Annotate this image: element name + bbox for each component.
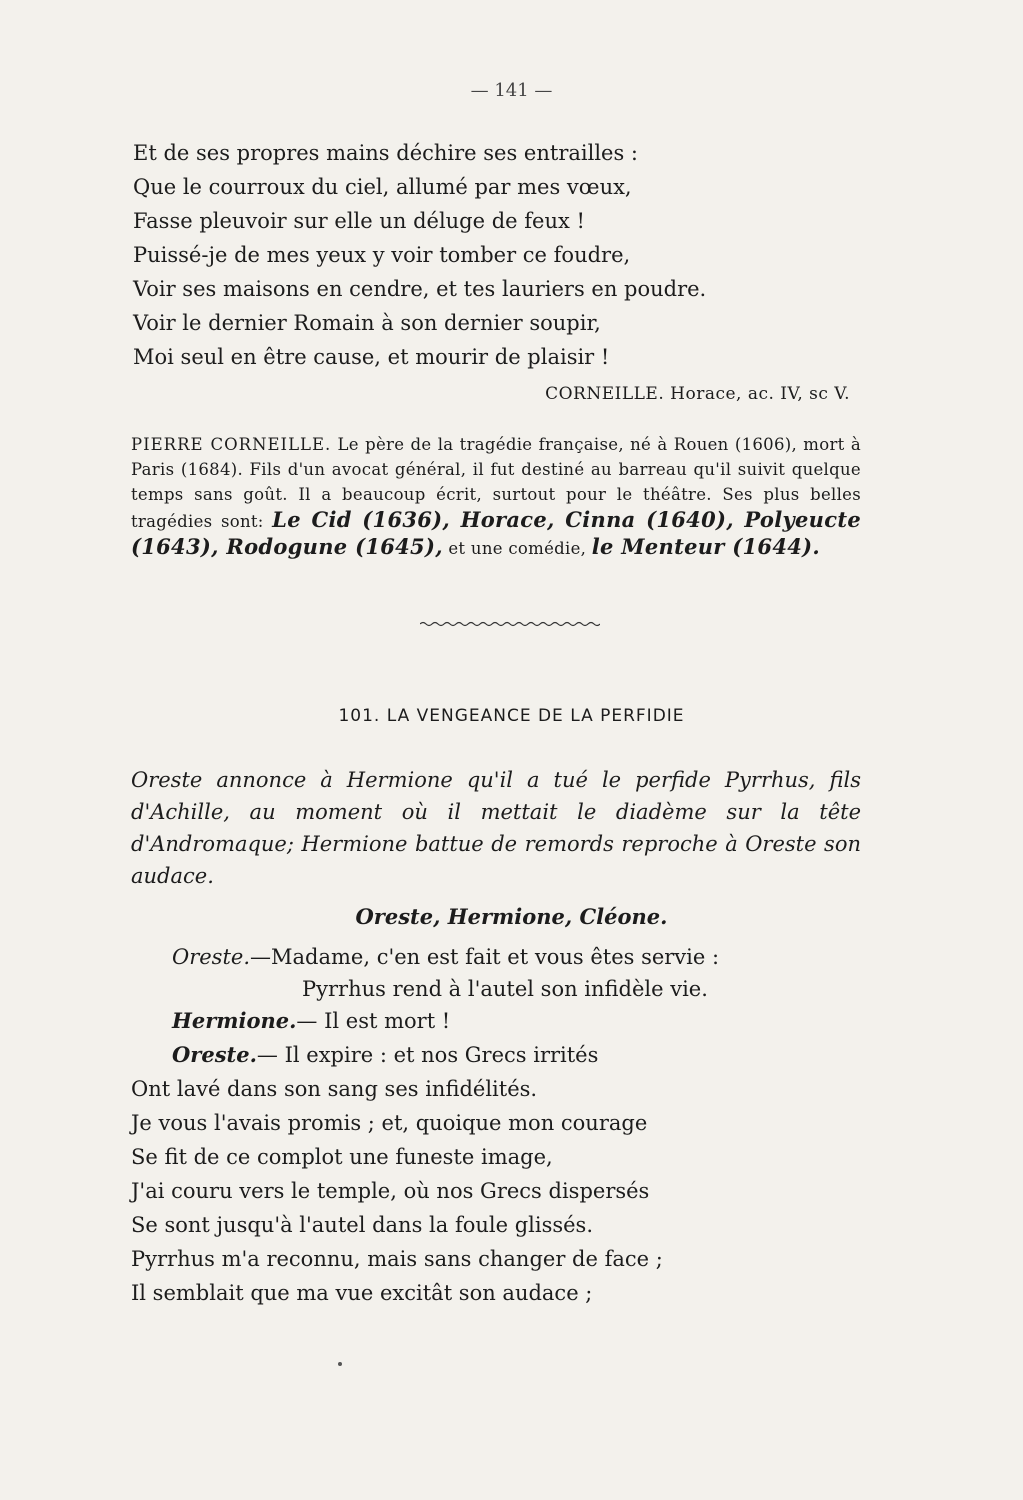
poem-line: Voir ses maisons en cendre, et tes lauriers en poudre. bbox=[133, 277, 707, 301]
bio-works: Le Cid (1636), Horace, Cinna (1640), Polyeucte (1643), Rodogune (1645), bbox=[131, 507, 861, 559]
dialogue-line bbox=[172, 1006, 450, 1036]
dialogue-verse: J'ai couru vers le temple, où nos Grecs dispersés bbox=[131, 1179, 650, 1203]
dialogue-verse: Il semblait que ma vue excitât son audace ; bbox=[131, 1281, 593, 1305]
dialogue-text: —Madame, c'en est fait et vous êtes servie : bbox=[250, 945, 720, 969]
dialogue-text: — Il expire : et nos Grecs irrités bbox=[256, 1043, 599, 1067]
poem-line: Voir le dernier Romain à son dernier soupir, bbox=[133, 311, 601, 335]
poem-line: Puissé-je de mes yeux y voir tomber ce foudre, bbox=[133, 243, 631, 267]
page-number: — 141 — bbox=[470, 80, 553, 101]
speaker-name: Oreste. bbox=[172, 1042, 257, 1067]
dialogue-verse: Se sont jusqu'à l'autel dans la foule glissés. bbox=[131, 1213, 594, 1237]
dialogue-text: — Il est mort ! bbox=[296, 1009, 451, 1033]
author-biography bbox=[131, 432, 861, 561]
poem-line: Fasse pleuvoir sur elle un déluge de feux ! bbox=[133, 209, 585, 233]
poem-line: Moi seul en être cause, et mourir de plaisir ! bbox=[133, 345, 610, 369]
ornamental-divider bbox=[420, 620, 600, 628]
bio-text: Le père de la tragédie française, né à Rouen (1606), mort à Paris (1684). Fils d'un avocat général, il fut destiné au barreau qu'il suivit quelque temps sans goût. Il a beaucoup écrit, surtout pour le théâtre. Ses plus belles tragédies sont: bbox=[131, 435, 861, 531]
ink-speck bbox=[338, 1362, 342, 1366]
speaker-name: Hermione. bbox=[172, 1008, 297, 1033]
poem-citation: CORNEILLE. Horace, ac. IV, sc V. bbox=[545, 384, 850, 404]
poem-line: Que le courroux du ciel, allumé par mes vœux, bbox=[133, 175, 632, 199]
bio-and-text: et une comédie, bbox=[448, 539, 587, 558]
dialogue-line bbox=[172, 942, 719, 972]
dialogue-verse: Se fit de ce complot une funeste image, bbox=[131, 1145, 553, 1169]
speaker-name: Oreste. bbox=[172, 945, 251, 969]
section-intro: Oreste annonce à Hermione qu'il a tué le perfide Pyrrhus, fils d'Achille, au moment où il mettait le diadème sur la tête d'Andromaque; Hermione battue de remords reproche à Oreste son audace. bbox=[131, 768, 861, 888]
bio-author: PIERRE CORNEILLE. bbox=[131, 435, 332, 454]
dialogue-verse: Ont lavé dans son sang ses infidélités. bbox=[131, 1077, 538, 1101]
dialogue-line bbox=[172, 1040, 598, 1070]
character-list: Oreste, Hermione, Cléone. bbox=[355, 904, 668, 929]
dialogue-line: Pyrrhus rend à l'autel son infidèle vie. bbox=[302, 977, 708, 1001]
dialogue-verse: Je vous l'avais promis ; et, quoique mon courage bbox=[131, 1111, 648, 1135]
poem-line: Et de ses propres mains déchire ses entrailles : bbox=[133, 141, 638, 165]
section-title: 101. LA VENGEANCE DE LA PERFIDIE bbox=[338, 706, 685, 726]
bio-comedy: le Menteur (1644). bbox=[591, 534, 821, 559]
dialogue-verse: Pyrrhus m'a reconnu, mais sans changer de face ; bbox=[131, 1247, 663, 1271]
